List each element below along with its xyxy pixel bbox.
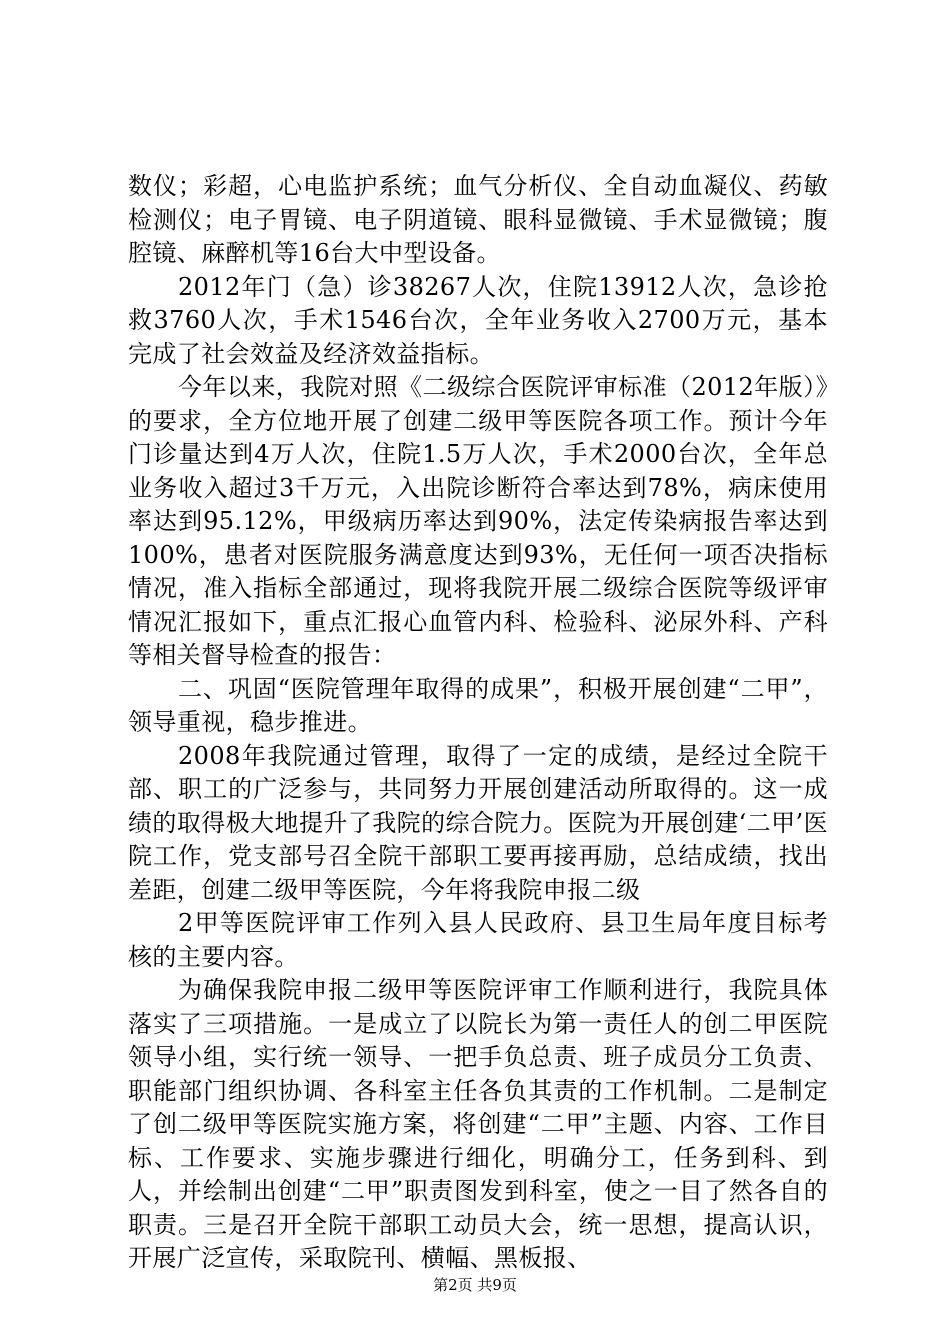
page-number-footer: 第2页 共9页	[433, 1276, 517, 1294]
paragraph-7: 为确保我院申报二级甲等医院评审工作顺利进行，我院具体落实了三项措施。一是成立了以院长为第一责任人的创二甲医院领导小组，实行统一领导、一把手负总责、班子成员分工负责、职能部门组织协调、各科室主任各负其责的工作机制。二是制定了创二级甲等医院实施方案，将创建“二甲”主题、内容、工作目标、工作要求、实施步骤进行细化，明确分工，任务到科、到人，并绘制出创建“二甲”职责图发到科室，使之一目了然各自的职责。三是召开全院干部职工动员大会，统一思想，提高认识，开展广泛宣传，采取院刊、横幅、黑板报、	[128, 976, 828, 1272]
paragraph-6: 2甲等医院评审工作列入县人民政府、县卫生局年度目标考核的主要内容。	[128, 909, 828, 971]
paragraph-3: 今年以来，我院对照《二级综合医院评审标准（2012年版）》的要求，全方位地开展了创建二级甲等医院各项工作。预计今年门诊量达到4万人次，住院1.5万人次，手术2000台次，全年总业务收入超过3千万元，入出院诊断符合率达到78%，病床使用率达到95.12%，甲级病历率达到90%，法定传染病报告率达到100%，患者对医院服务满意度达到93%，无任何一项否决指标情况，准入指标全部通过，现将我院开展二级综合医院等级评审情况汇报如下，重点汇报心血管内科、检验科、泌尿外科、产科等相关督导检查的报告：	[128, 373, 828, 669]
paragraph-5: 2008年我院通过管理，取得了一定的成绩，是经过全院干部、职工的广泛参与，共同努力开展创建活动所取得的。这一成绩的取得极大地提升了我院的综合院力。医院为开展创建‘二甲’医院工作，党支部号召全院干部职工要再接再励，总结成绩，找出差距，创建二级甲等医院，今年将我院申报二级	[128, 741, 828, 904]
document-body	[128, 170, 828, 1276]
paragraph-1: 数仪；彩超，心电监护系统；血气分析仪、全自动血凝仪、药敏检测仪；电子胃镜、电子阴道镜、眼科显微镜、手术显微镜；腹腔镜、麻醉机等16台大中型设备。	[128, 172, 828, 267]
paragraph-2: 2012年门（急）诊38267人次，住院13912人次，急诊抢救3760人次，手术1546台次，全年业务收入2700万元，基本完成了社会效益及经济效益指标。	[128, 272, 828, 368]
paragraph-4-section-heading: 二、巩固“医院管理年取得的成果”，积极开展创建“二甲”，领导重视，稳步推进。	[128, 674, 828, 736]
